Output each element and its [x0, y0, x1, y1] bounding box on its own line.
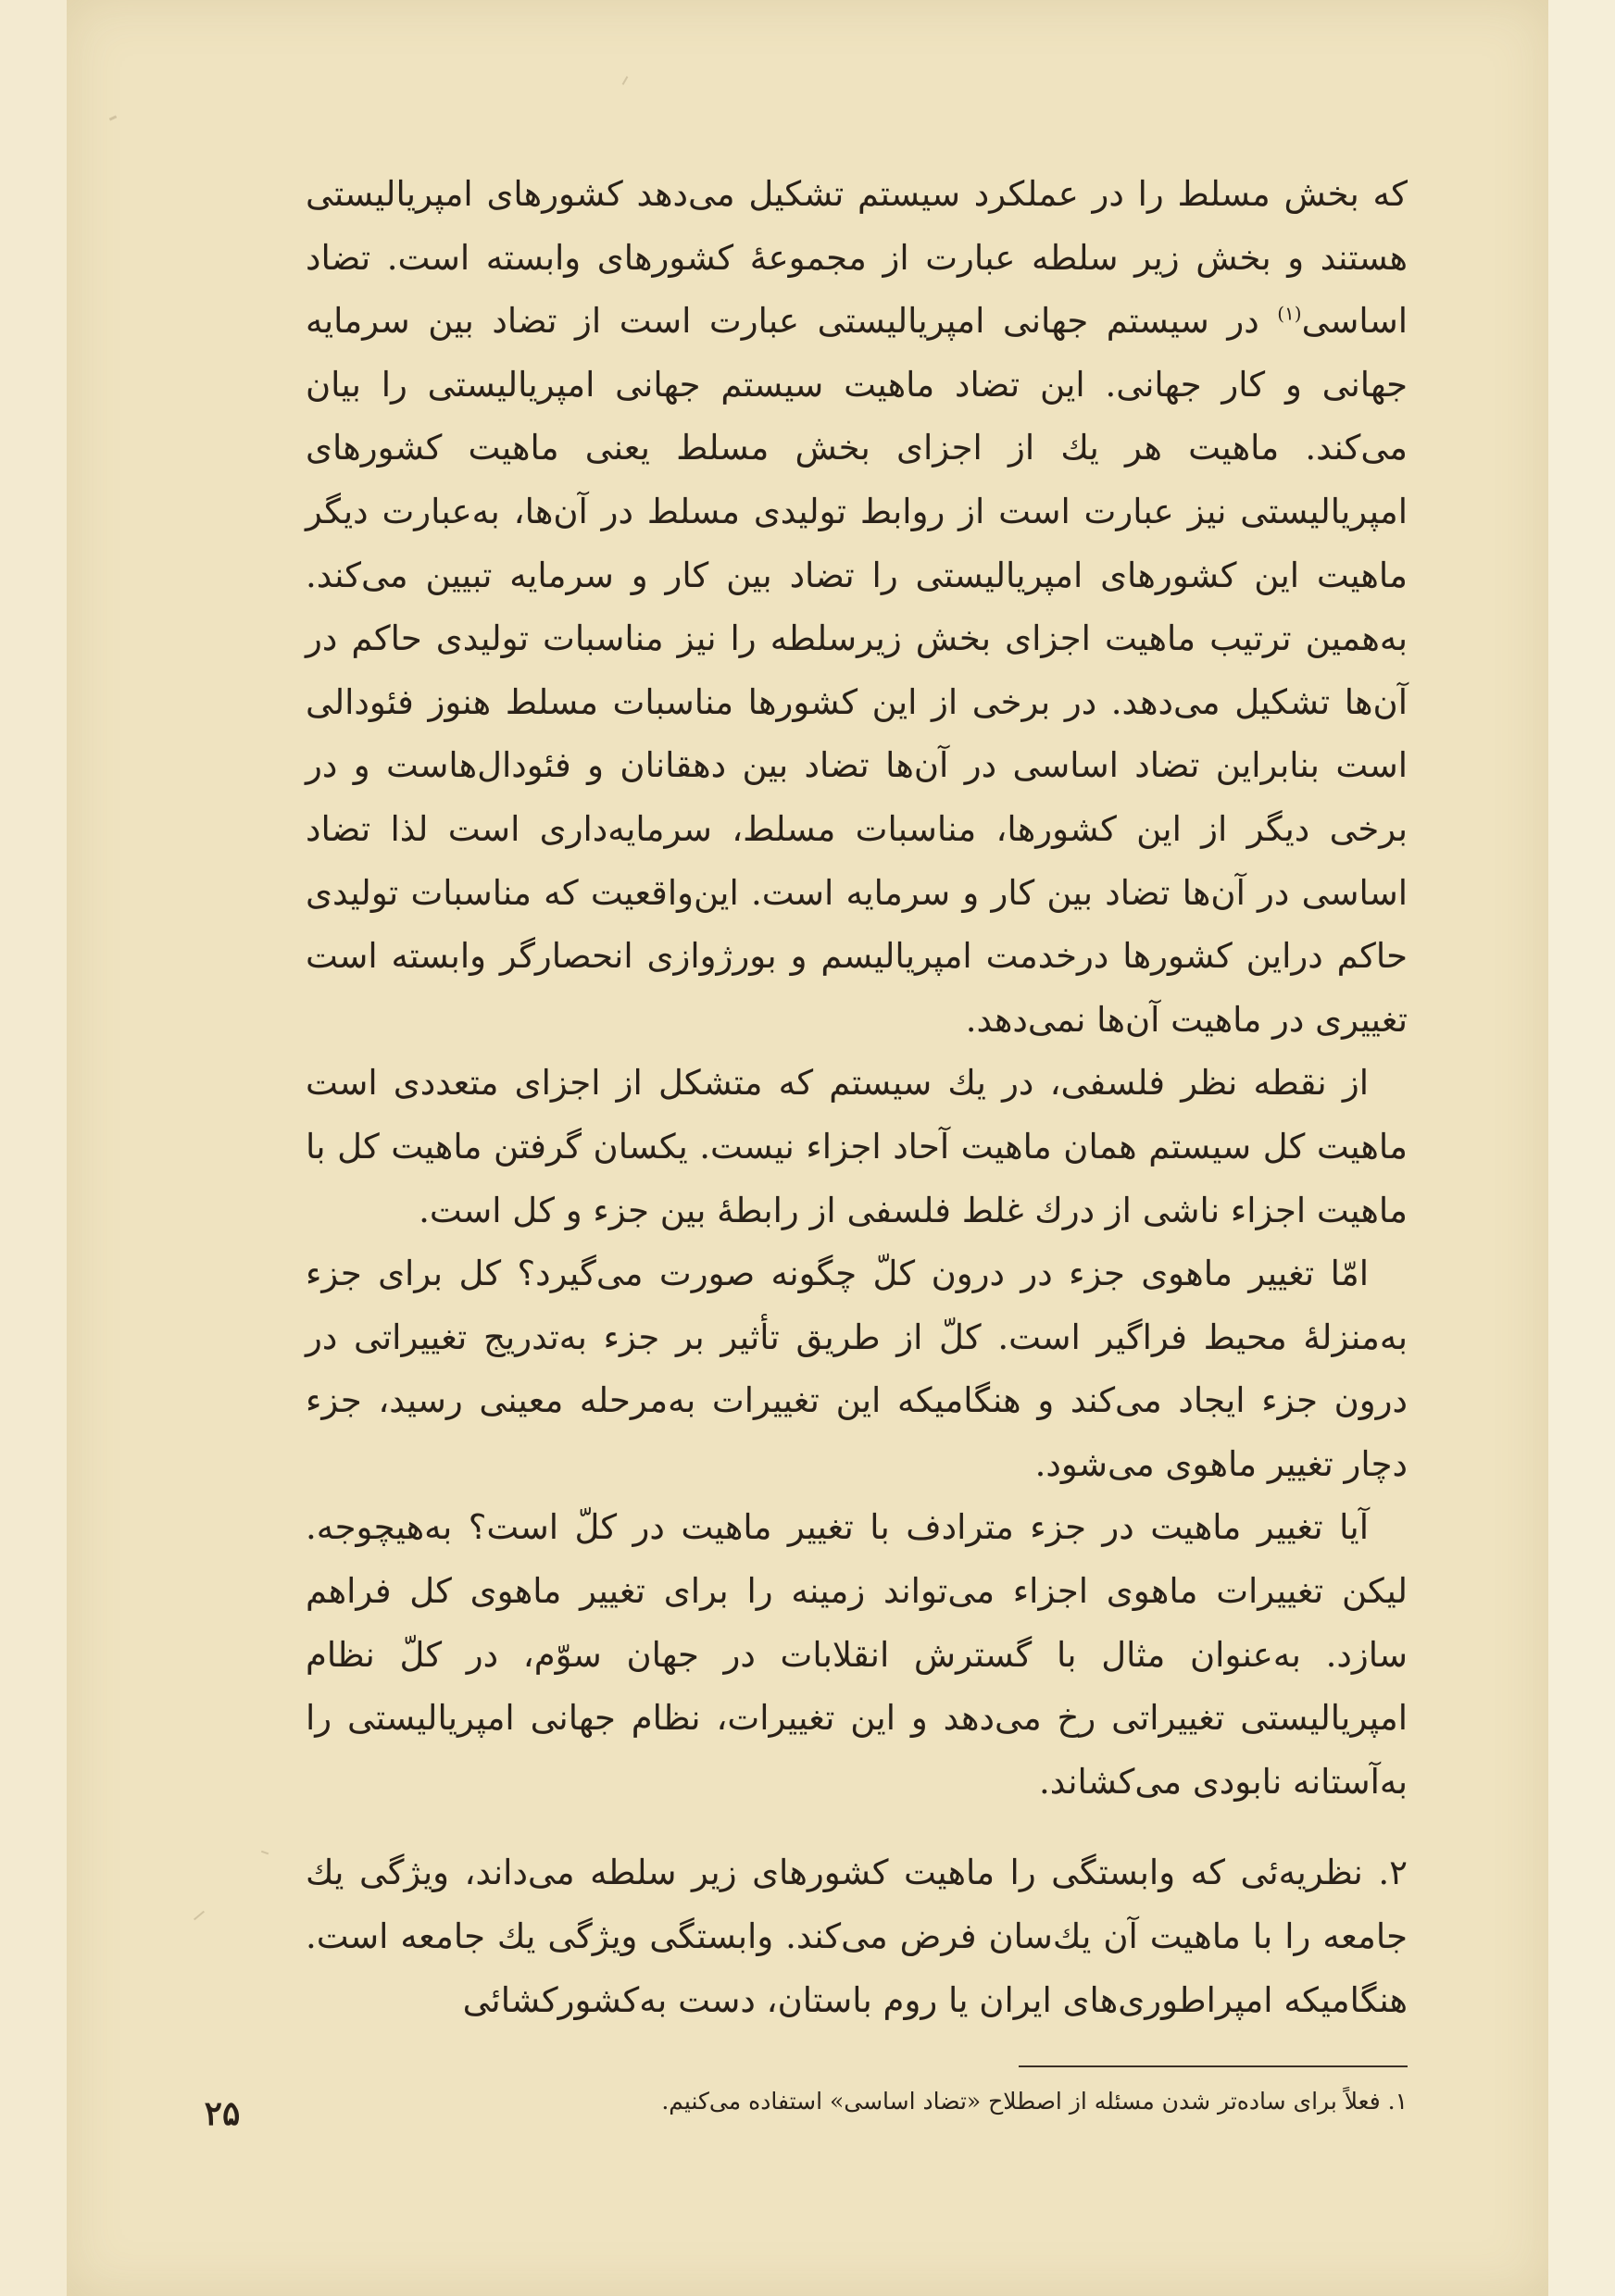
body-text — [306, 163, 1408, 2032]
paragraph-3: امّا تغییر ماهوی جزء در درون کلّ چگونه صورت می‌گیرد؟ کل برای جزء به‌منزلهٔ محیط فراگیر است. کلّ از طریق تأثیر بر جزء به‌تدریج تغییراتی در درون جزء ایجاد می‌کند و هنگامیکه این تغییرات به‌مرحله معینی رسید، جزء دچار تغییر ماهوی می‌شود. — [306, 1254, 1408, 1484]
page-number: ۲۵ — [204, 2094, 241, 2133]
paragraph-4: آیا تغییر ماهیت در جزء مترادف با تغییر ماهیت در کلّ است؟ به‌هیچوجه. لیکن تغییرات ماهوی اجزاء می‌تواند زمینه را برای تغییر ماهوی کل فراهم سازد. به‌عنوان مثال با گسترش انقلابات در جهان سوّم، در کلّ نظام امپریالیستی تغییراتی رخ می‌دهد و این تغییرات، نظام جهانی امپریالیستی را به‌آستانه نابودی می‌کشاند. — [306, 1507, 1408, 1802]
paragraph-5: ۲. نظریه‌ئی که وابستگی را ماهیت کشورهای زیر سلطه می‌داند، ویژگی یك جامعه را با ماهیت آن یك‌سان فرض می‌کند. وابستگی ویژگی یك جامعه است. هنگامیکه امپراطوری‌های ایران یا روم باستان، دست به‌کشورکشائی — [306, 1853, 1408, 2020]
scan-margin — [1548, 0, 1615, 2296]
footnote: ۱. فعلاً برای ساده‌تر شدن مسئله از اصطلاح «تضاد اساسی» استفاده می‌کنیم. — [661, 2088, 1408, 2115]
paragraph-1 — [306, 163, 1408, 1052]
footnote-divider — [1019, 2065, 1408, 2067]
paragraph-2: از نقطه نظر فلسفی، در یك سیستم که متشکل از اجزای متعددی است ماهیت کل سیستم همان ماهیت آحاد اجزاء نیست. یکسان گرفتن ماهیت کل با ماهیت اجزاء ناشی از درك غلط فلسفی از رابطهٔ بین جزء و کل است. — [306, 1063, 1408, 1230]
footnote-marker: (۱) — [1277, 302, 1302, 325]
paragraph-1-start: که بخش مسلط را در عملکرد سیستم تشکیل می‌دهد کشورهای امپریالیستی هستند و بخش زیر سلطه عبارت از مجموعهٔ کشورهای وابسته است. تضاد اساسی — [306, 174, 1408, 342]
paragraph-1-rest: در سیستم جهانی امپریالیستی عبارت است از تضاد بین سرمایه جهانی و کار جهانی. این تضاد ماهیت سیستم جهانی امپریالیستی را بیان می‌کند. ماهیت هر یك از اجزای بخش مسلط یعنی ماهیت کشورهای امپریالیستی نیز عبارت است از روابط تولیدی مسلط در آن‌ها، به‌عبارت دیگر ماهیت این کشورهای امپریالیستی را تضاد بین کار و سرمایه تبیین می‌کند. به‌همین ترتیب ماهیت اجزای بخش زیرسلطه را نیز مناسبات تولیدی حاکم در آن‌ها تشکیل می‌دهد. در برخی از این کشورها مناسبات مسلط هنوز فئودالی است بنابراین تضاد اساسی در آن‌ها تضاد بین دهقانان و فئودال‌هاست و در برخی دیگر از این کشورها، مناسبات مسلط، سرمایه‌داری است لذا تضاد اساسی در آن‌ها تضاد بین کار و سرمایه است. این‌واقعیت که مناسبات تولیدی حاکم دراین کشورها درخدمت امپریالیسم و بورژوازی انحصارگر وابسته است تغییری در ماهیت آن‌ها نمی‌دهد. — [306, 301, 1408, 1040]
